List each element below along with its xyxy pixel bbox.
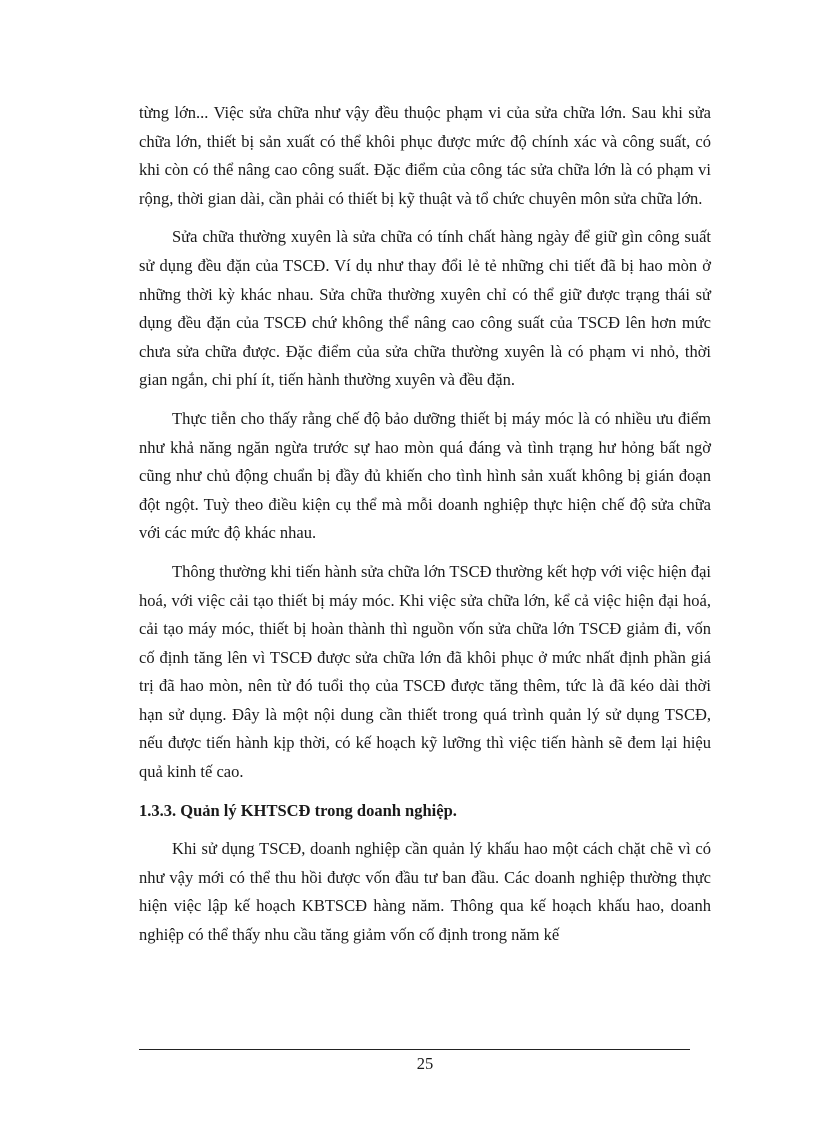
section-heading: 1.3.3. Quản lý KHTSCĐ trong doanh nghiệp. [139,800,457,820]
paragraph-maintenance-regime: Thực tiễn cho thấy rằng chế độ bảo dưỡng thiết bị máy móc là có nhiều ưu điểm như khả năng ngăn ngừa trước sự hao mòn quá đáng và tình trạng hư hỏng bất ngờ cũng như chủ động chuẩn bị đầy đủ khiến cho tình hình sản xuất không bị gián đoạn đột ngột. Tuỳ theo điều kiện cụ thể mà mỗi doanh nghiệp thực hiện chế độ sửa chữa với các mức độ khác nhau. [139,408,711,543]
paragraph-modernization: Thông thường khi tiến hành sửa chữa lớn TSCĐ thường kết hợp với việc hiện đại hoá, với việc cải tạo thiết bị máy móc. Khi việc sửa chữa lớn, kể cả việc hiện đại hoá, cải tạo máy móc, thiết bị hoàn thành thì nguồn vốn sửa chữa lớn TSCĐ giảm đi, vốn cố định tăng lên vì TSCĐ được sửa chữa lớn đã khôi phục ở mức nhất định phần giá trị đã hao mòn, nên từ đó tuổi thọ của TSCĐ được tăng thêm, tức là đã kéo dài thời hạn sử dụng. Đây là một nội dung cần thiết trong quá trình quản lý sử dụng TSCĐ, nếu được tiến hành kịp thời, có kế hoạch kỹ lưỡng thì việc tiến hành sẽ đem lại hiệu quả kinh tế cao. [139,561,711,782]
paragraph-major-repair: từng lớn... Việc sửa chữa như vậy đều thuộc phạm vi của sửa chữa lớn. Sau khi sửa chữa lớn, thiết bị sản xuất có thể khôi phục được mức độ chính xác và công suất, có khi còn có thể nâng cao công suất. Đặc điểm của công tác sửa chữa lớn là có phạm vi rộng, thời gian dài, cần phải có thiết bị kỹ thuật và tổ chức chuyên môn sửa chữa lớn. [139,103,711,208]
page-number: 25 [416,1054,434,1073]
paragraph-regular-repair: Sửa chữa thường xuyên là sửa chữa có tính chất hàng ngày để giữ gìn công suất sử dụng đều đặn của TSCĐ. Ví dụ như thay đổi lẻ tẻ những chi tiết đã bị hao mòn ở những thời kỳ khác nhau. Sửa chữa thường xuyên chỉ có thể giữ được trạng thái sử dụng đều đặn của TSCĐ chứ không thể nâng cao công suất của TSCĐ lên hơn mức chưa sửa chữa được. Đặc điểm của sửa chữa thường xuyên là có phạm vi nhỏ, thời gian ngắn, chi phí ít, tiến hành thường xuyên và đều đặn. [139,227,711,390]
footer-divider [139,1049,690,1050]
paragraph-depreciation-management: Khi sử dụng TSCĐ, doanh nghiệp cần quản lý khấu hao một cách chặt chẽ vì có như vậy mới có thể thu hồi được vốn đầu tư ban đầu. Các doanh nghiệp thường thực hiện việc lập kế hoạch KBTSCĐ hàng năm. Thông qua kế hoạch khấu hao, doanh nghiệp có thể thấy nhu cầu tăng giảm vốn cố định trong năm kế [139,839,711,945]
page-body [139,99,711,960]
